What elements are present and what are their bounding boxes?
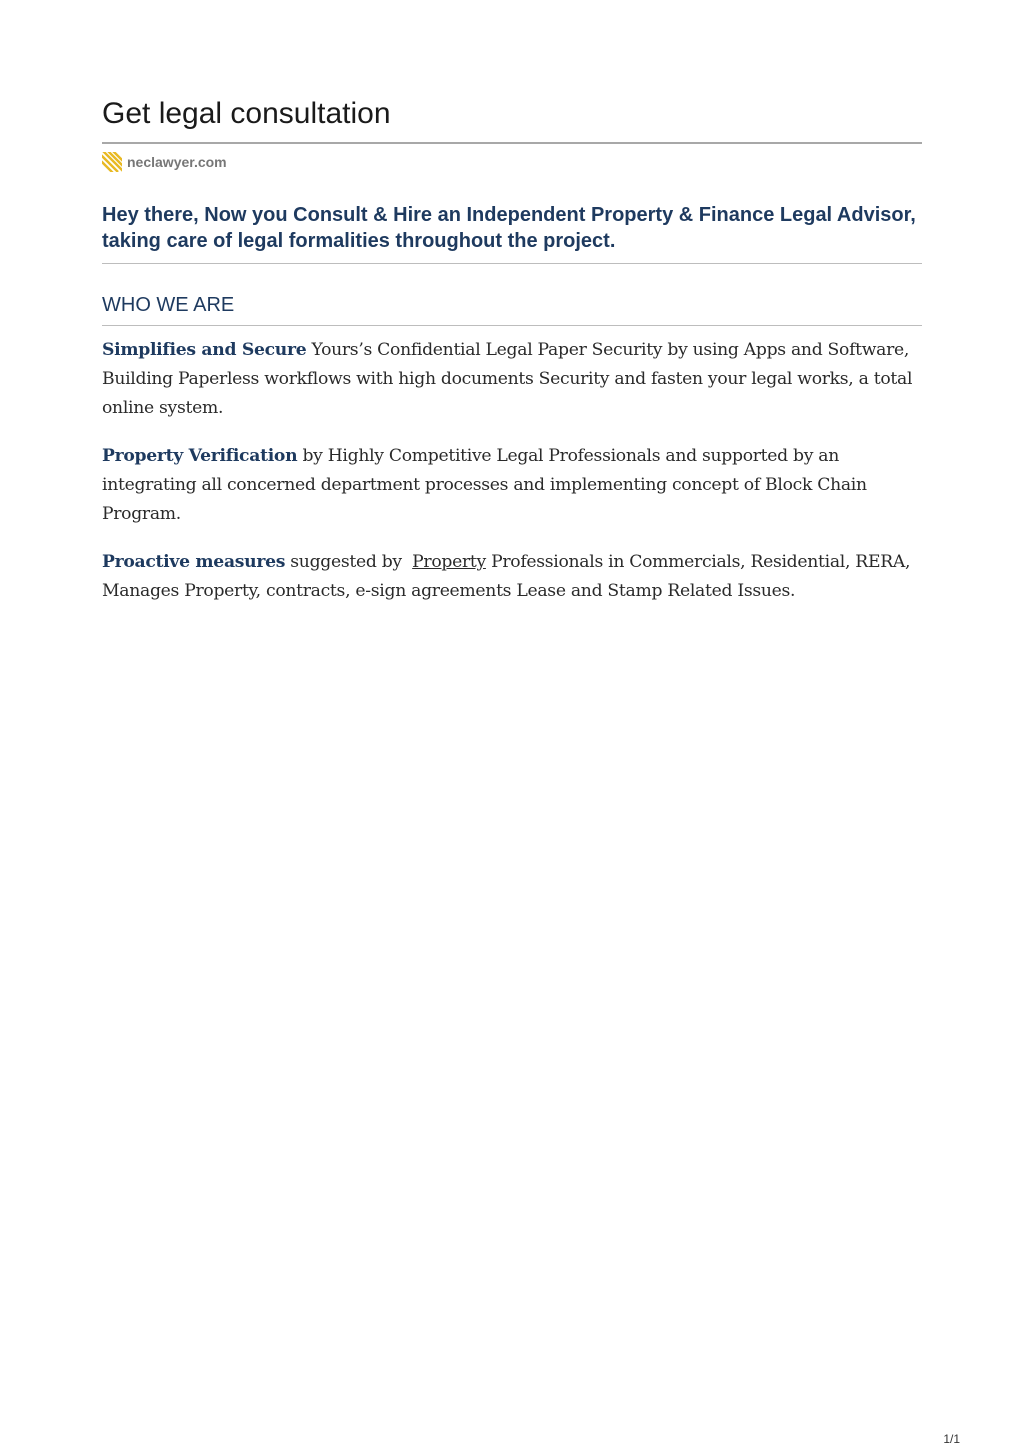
lead-paragraph: Hey there, Now you Consult & Hire an Independent Property & Finance Legal Advisor, taking care of legal formalities throughout the project. [102,204,916,252]
title-divider [102,142,922,144]
paragraph-body: Yours’s Confidential Legal Paper Security by using Apps and Software, Building Paperless workflows with high documents Security and fasten your legal works, a total online system. [102,340,913,418]
striped-square-logo-icon [102,152,122,172]
section-heading-who-we-are: WHO WE ARE [102,294,235,316]
paragraph-simplifies-and-secure [102,336,922,423]
paragraph-proactive-measures [102,548,922,606]
paragraph-body-after-link: Professionals in Commercials, Residential, RERA, Manages Property, contracts, e-sign agreements Lease and Stamp Related Issues. [102,552,911,601]
page-title: Get legal consultation [102,97,391,130]
page-number: 1/1 [943,1432,960,1446]
paragraph-body: by Highly Competitive Legal Professionals and supported by an integrating all concerned department processes and implementing concept of Block Chain Program. [102,446,867,524]
paragraph-lead-term: Property Verification [102,446,298,466]
paragraph-body-before-link: suggested by [285,552,413,572]
section-divider [102,325,922,326]
paragraph-property-verification [102,442,922,529]
paragraph-lead-term: Simplifies and Secure [102,340,307,360]
lead-divider [102,263,922,264]
property-link[interactable]: Property [412,552,486,572]
source-site-name[interactable]: neclawyer.com [127,154,227,170]
paragraph-lead-term: Proactive measures [102,552,286,572]
source-attribution[interactable] [102,151,227,173]
